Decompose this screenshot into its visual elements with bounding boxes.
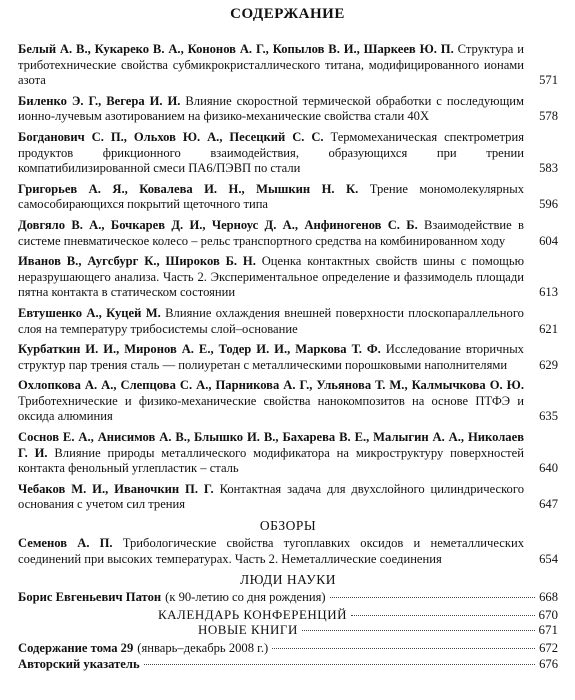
leader-dots [330, 597, 535, 598]
review-page: 654 [539, 551, 558, 566]
leader-dots [272, 648, 535, 649]
people-entry[interactable] [18, 590, 558, 606]
books-page: 671 [538, 621, 558, 637]
calendar-page: 670 [538, 606, 558, 622]
books-label: НОВЫЕ КНИГИ [198, 621, 298, 637]
books-entry[interactable] [18, 622, 558, 637]
entry-page: 647 [539, 497, 558, 512]
entry-authors: Белый А. В., Кукареко В. А., Кононов А. Г., Копылов В. И., Шаркеев Ю. П. [18, 42, 454, 56]
people-note: (к 90-летию со дня рождения) [165, 590, 326, 605]
entry-title: Влияние скоростной термической обработки с последующим ионно-лучевым азотированием на физико-механические свойства стали 40Х [18, 93, 524, 124]
volume-page: 672 [539, 640, 558, 655]
toc-entry[interactable] [18, 94, 558, 125]
page-title: СОДЕРЖАНИЕ [230, 6, 345, 22]
entry-authors: Евтушенко А., Куцей М. [18, 305, 161, 320]
toc-entry[interactable] [18, 430, 558, 477]
entry-title: Оценка контактных свойств шины с помощью неразрушающего анализа. Часть 2. Экспериментальное определение и фаззимодель площади пятна контакта в статическом состоянии [18, 254, 524, 300]
entry-authors: Григорьев А. Я., Ковалева И. Н., Мышкин Н. К. [18, 181, 359, 196]
entry-authors: Чебаков М. И., Иваночкин П. Г. [18, 481, 214, 496]
entry-page: 604 [539, 233, 558, 248]
entry-title: Трение мономолекулярных самособирающихся покрытий щеточного типа [18, 181, 524, 212]
calendar-label: КАЛЕНДАРЬ КОНФЕРЕНЦИЙ [158, 606, 347, 622]
people-page: 668 [539, 590, 558, 605]
entry-page: 613 [539, 285, 558, 300]
entry-authors: Иванов В., Аугсбург К., Широков Б. Н. [18, 254, 256, 269]
entry-title: Триботехнические и физико-механические свойства нанокомпозитов на основе ПТФЭ и оксида алюминия [18, 393, 524, 424]
entry-title: Структура и триботехнические свойства субмикрокристаллического титана, модифицированного ионами азота [18, 42, 524, 88]
entry-title: Влияние природы металлического модификатора на микроструктуру поверхностей контакта фенольный углепластик – сталь [18, 445, 524, 476]
leader-dots [351, 615, 535, 616]
entry-title: Влияние охлаждения внешней поверхности плоскопараллельного слоя на температуру трибосистемы слой–основание [18, 305, 524, 336]
entry-authors: Богданович С. П., Ольхов Ю. А., Песецкий С. С. [18, 129, 324, 144]
review-authors: Семенов А. П. [18, 536, 113, 551]
index-entry[interactable] [18, 657, 558, 673]
reviews-heading: ОБЗОРЫ [259, 518, 317, 534]
index-label: Авторский указатель [18, 657, 140, 672]
people-label: Борис Евгеньевич Патон [18, 590, 162, 605]
entry-page: 640 [539, 461, 558, 476]
entry-title: Термомеханическая спектрометрия продуктов фрикционного взаимодействия, образующихся при трении компатибилизированной смеси ПА6/ПЭВП по стали [18, 129, 524, 176]
calendar-entry[interactable] [18, 607, 558, 622]
toc-entry[interactable] [18, 254, 558, 301]
review-text: Трибологические свойства тугоплавких оксидов и неметаллических соединений при высоких температурах. Часть 2. Неметаллические соединения [18, 536, 525, 566]
leader-dots [144, 664, 536, 665]
entry-page: 635 [539, 409, 558, 424]
entry-page: 629 [539, 357, 558, 372]
entry-page: 596 [539, 197, 558, 212]
entry-authors: Соснов Е. А., Анисимов А. В., Блышко И. В., Бахарева В. Е., Малыгин А. А., Николаев Г. И. [18, 430, 524, 460]
review-entry[interactable] [18, 536, 558, 567]
toc-entry[interactable] [18, 482, 558, 513]
index-page: 676 [539, 657, 558, 672]
toc-entry[interactable] [18, 306, 558, 337]
entry-title: Контактная задача для двухслойного цилиндрического основания с учетом сил трения [18, 481, 524, 512]
toc-entry[interactable] [18, 130, 558, 177]
entry-page: 578 [539, 109, 558, 124]
volume-entry[interactable] [18, 641, 558, 657]
entry-authors: Довгяло В. А., Бочкарев Д. И., Черноус Д. А., Анфиногенов С. Б. [18, 217, 418, 232]
entry-title: Взаимодействие в системе пневматическое колесо – рельс транспортного средства на комбинированном ходу [18, 217, 524, 248]
toc-entry[interactable] [18, 182, 558, 213]
entry-page: 583 [539, 161, 558, 176]
entry-authors: Охлопкова А. А., Слепцова С. А., Парникова А. Г., Ульянова Т. М., Калмычкова О. Ю. [18, 378, 524, 393]
entry-authors: Курбаткин И. И., Миронов А. Е., Тодер И. И., Маркова Т. Ф. [18, 342, 381, 357]
toc-entry[interactable] [18, 42, 558, 89]
toc-entry[interactable] [18, 218, 558, 249]
toc-entry[interactable] [18, 342, 558, 373]
toc-entry[interactable] [18, 378, 558, 425]
entry-page: 571 [539, 73, 558, 88]
article-entries [18, 42, 558, 513]
people-heading: ЛЮДИ НАУКИ [240, 572, 336, 588]
toc-list [18, 42, 558, 674]
volume-label: Содержание тома 29 [18, 640, 134, 655]
entry-authors: Биленко Э. Г., Вегера И. И. [18, 93, 181, 108]
entry-page: 621 [539, 321, 558, 336]
volume-note: (январь–декабрь 2008 г.) [137, 640, 269, 655]
entry-title: Исследование вторичных структур пар трения сталь — полиуретан с металлическими порошковыми наполнителями [18, 342, 524, 372]
leader-dots [302, 630, 535, 631]
